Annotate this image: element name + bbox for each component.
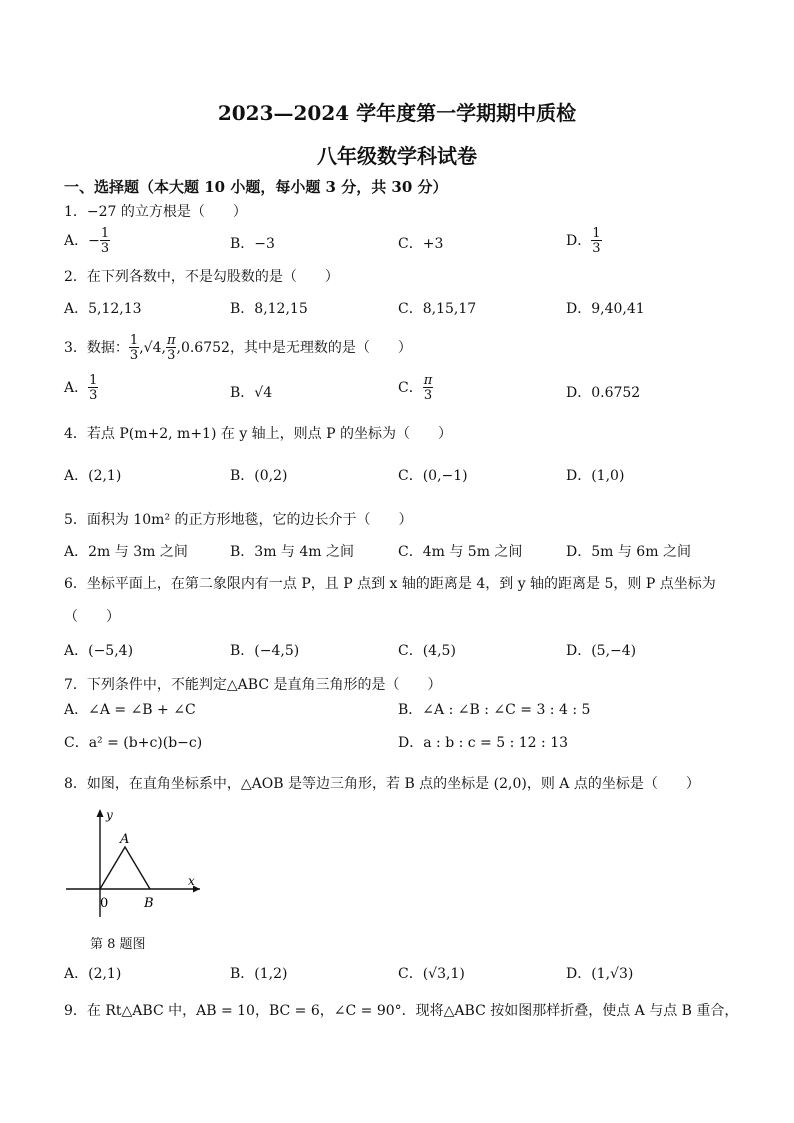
origin-label: 0 [100,896,109,911]
fraction [591,227,601,255]
question-7-option-c: C．a² = (b+c)(b−c) [64,735,203,751]
question-2-stem: 2．在下列各数中，不是勾股数的是（ ） [64,269,339,285]
numerator: 1 [100,226,110,241]
sqrt-value: √4 [143,340,162,356]
question-1-option-d [566,227,602,255]
denominator: 3 [167,348,176,363]
fraction [100,227,110,255]
page-subtitle: 八年级数学科试卷 [317,144,477,168]
question-6-option-d: D．(5,−4) [566,643,637,659]
question-1-stem: 1．−27 的立方根是（ ） [64,204,247,220]
denominator: 3 [423,388,433,403]
numerator: 1 [592,226,601,241]
question-1-option-a [64,227,110,255]
question-2-option-a: A．5,12,13 [64,301,142,317]
question-5-option-c: C．4m 与 5m 之间 [398,544,523,560]
question-6-option-a: A．(−5,4) [64,643,134,659]
point-b-label: B [144,896,154,911]
question-4-option-b: B．(0,2) [230,468,288,484]
numerator: 1 [129,333,139,348]
question-2-option-c: C．8,15,17 [398,301,477,317]
repeating-decimal: 0.6752̇ [180,340,230,356]
question-5-option-a: A．2m 与 3m 之间 [64,544,188,560]
y-axis-label: y [106,808,113,822]
fraction [88,374,98,402]
question-4-option-c: C．(0,−1) [398,468,468,484]
section-heading: 一、选择题（本大题 10 小题，每小题 3 分，共 30 分） [64,178,448,196]
question-6-stem-cont: （ ） [64,609,120,625]
numerator: π [423,373,433,388]
question-7-option-b: B．∠A : ∠B : ∠C = 3 : 4 : 5 [398,702,591,718]
question-1-option-c: C．+3 [398,236,444,252]
point-a-label: A [120,832,130,847]
option-label: A． [64,380,89,396]
denominator: 3 [592,241,601,256]
numerator: 1 [89,373,98,388]
x-axis-label: x [188,874,195,888]
figure-caption: 第 8 题图 [90,937,146,952]
question-3-option-b: B．√4 [230,385,273,401]
equilateral-triangle [100,847,150,889]
question-5-option-d: D．5m 与 6m 之间 [566,544,691,560]
question-5-option-b: B．3m 与 4m 之间 [230,544,355,560]
question-3-stem: 3．数据： $\frac{1}{3}$ ,√4, $\frac{\pi}{3}$ ,0.6752̇，其中是无理数的是（ ） [64,333,412,363]
fraction [129,334,139,362]
question-7-option-a: A．∠A = ∠B + ∠C [64,702,196,718]
question-2-option-b: B．8,12,15 [230,301,308,317]
question-8-option-a: A．(2,1) [64,966,122,982]
question-8-option-d: D．(1,√3) [566,966,634,982]
question-4-stem: 4．若点 P(m+2, m+1) 在 y 轴上，则点 P 的坐标为（ ） [64,426,453,442]
question-8-stem: 8．如图，在直角坐标系中，△AOB 是等边三角形，若 B 点的坐标是 (2,0)，则 A 点的坐标是（ ） [64,776,700,792]
denominator: 3 [89,388,98,403]
question-1-option-b: B．−3 [230,236,275,252]
question-5-stem: 5．面积为 10m² 的正方形地毯，它的边长介于（ ） [64,512,413,528]
question-6-option-b: B．(−4,5) [230,643,300,659]
question-3-option-a [64,374,98,402]
option-label: D． [566,233,592,249]
option-label: C． [398,380,423,396]
denominator: 3 [100,241,110,256]
question-8-figure [60,805,210,925]
question-3-option-d: D．0.6752̇ [566,385,641,401]
numerator: π [166,333,176,348]
question-4-option-d: D．(1,0) [566,468,625,484]
question-7-option-d: D．a : b : c = 5 : 12 : 13 [398,735,569,751]
y-axis-arrow [97,809,104,817]
question-4-option-a: A．(2,1) [64,468,122,484]
question-8-option-c: C．(√3,1) [398,966,465,982]
question-6-stem: 6．坐标平面上，在第二象限内有一点 P，且 P 点到 x 轴的距离是 4，到 y 轴的距离是 5，则 P 点坐标为 [64,576,716,592]
question-3-option-c [398,374,433,402]
question-8-option-b: B．(1,2) [230,966,288,982]
page-title: 2023—2024 学年度第一学期期中质检 [217,101,577,125]
option-label: A．− [64,233,100,249]
denominator: 3 [129,348,139,363]
question-6-option-c: C．(4,5) [398,643,456,659]
question-7-stem: 7．下列条件中，不能判定△ABC 是直角三角形的是（ ） [64,677,442,693]
question-2-option-d: D．9,40,41 [566,301,645,317]
fraction [166,334,177,362]
stem-prefix: 3．数据： [64,340,129,356]
fraction [423,374,434,402]
stem-suffix: ，其中是无理数的是（ ） [229,340,412,356]
question-9-stem: 9．在 Rt△ABC 中，AB = 10，BC = 6，∠C = 90°．现将△ABC 按如图那样折叠，使点 A 与点 B 重合， [64,1003,739,1019]
